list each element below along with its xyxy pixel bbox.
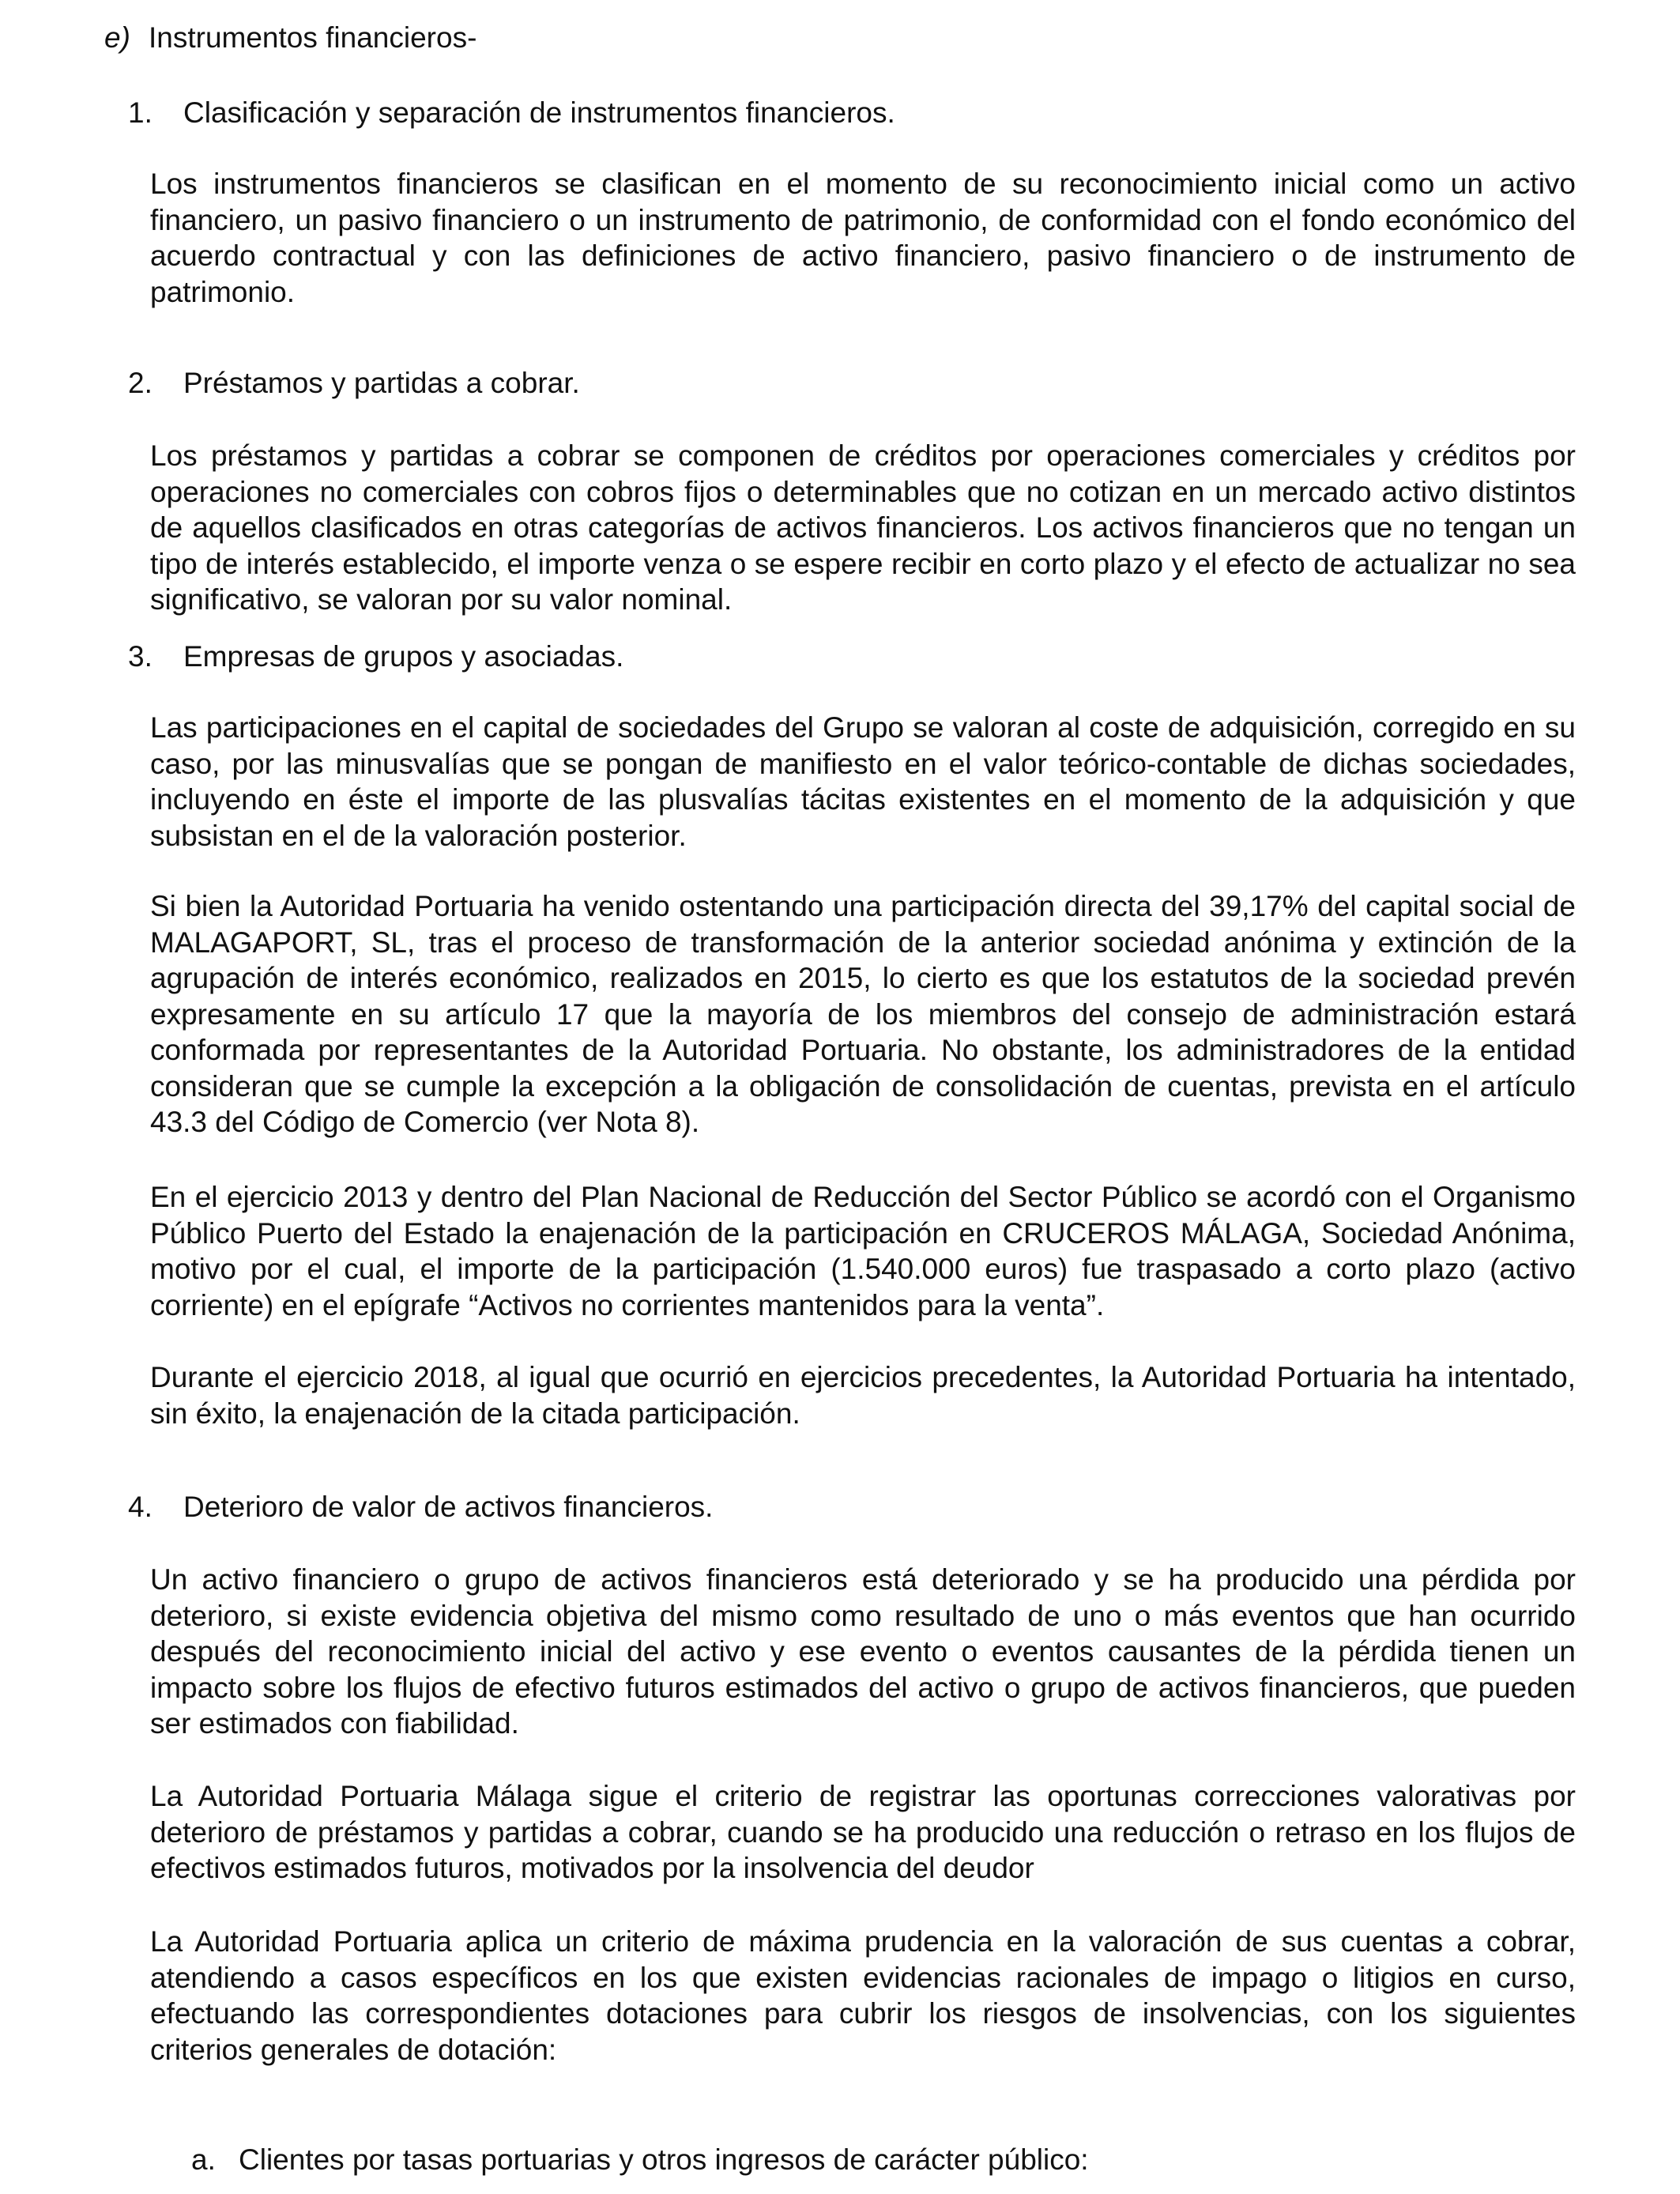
item-1-heading xyxy=(128,95,895,131)
item-3-paragraph-1: Las participaciones en el capital de sociedades del Grupo se valoran al coste de adquisición, corregido en su caso, por las minusvalías que se pongan de manifiesto en el valor teórico-contable de dichas sociedades, incluyendo en éste el importe de las plusvalías tácitas existentes en el momento de la adquisición y que subsistan en el de la valoración posterior. xyxy=(150,711,1576,852)
item-3-number: 3. xyxy=(128,640,153,673)
item-1-number: 1. xyxy=(128,96,153,129)
section-title-text: Instrumentos financieros- xyxy=(149,21,477,54)
item-4-heading xyxy=(128,1489,713,1525)
item-2-heading xyxy=(128,365,580,401)
item-4-subitem-a xyxy=(191,2142,1089,2178)
item-4-title: Deterioro de valor de activos financieros. xyxy=(183,1491,714,1523)
item-3-paragraph-2: Si bien la Autoridad Portuaria ha venido ostentando una participación directa del 39,17% del capital social de MALAGAPORT, SL, tras el proceso de transformación de la anterior sociedad anónima y extinción de la agrupación de interés económico, realizados en 2015, lo cierto es que los estatutos de la sociedad prevén expresamente en su artículo 17 que la mayoría de los miembros del consejo de administración estará conformada por representantes de la Autoridad Portuaria. No obstante, los administradores de la entidad consideran que se cumple la excepción a la obligación de consolidación de cuentas, prevista en el artículo 43.3 del Código de Comercio (ver Nota 8). xyxy=(150,890,1576,1138)
section-letter: e) xyxy=(104,21,130,54)
item-4-number: 4. xyxy=(128,1491,153,1523)
section-title xyxy=(104,21,477,55)
item-3-title: Empresas de grupos y asociadas. xyxy=(183,640,624,673)
item-1-title: Clasificación y separación de instrumentos financieros. xyxy=(183,96,895,129)
item-3-paragraph-4: Durante el ejercicio 2018, al igual que ocurrió en ejercicios precedentes, la Autoridad Portuaria ha intentado, sin éxito, la enajenación de la citada participación. xyxy=(150,1361,1576,1430)
item-2-number: 2. xyxy=(128,367,153,399)
item-2-paragraph-1: Los préstamos y partidas a cobrar se componen de créditos por operaciones comerciales y créditos por operaciones no comerciales con cobros fijos o determinables que no cotizan en un mercado activo distintos de aquellos clasificados en otras categorías de activos financieros. Los activos financieros que no tengan un tipo de interés establecido, el importe venza o se espere recibir en corto plazo y el efecto de actualizar no sea significativo, se valoran por su valor nominal. xyxy=(150,439,1576,616)
item-3-heading xyxy=(128,639,623,675)
subitem-a-letter: a. xyxy=(191,2143,216,2176)
item-4-paragraph-3: La Autoridad Portuaria aplica un criterio de máxima prudencia en la valoración de sus cuentas a cobrar, atendiendo a casos específicos en los que existen evidencias racionales de impago o litigios en curso, efectuando las correspondientes dotaciones para cubrir los riesgos de insolvencias, con los siguientes criterios generales de dotación: xyxy=(150,1925,1576,2066)
item-3-paragraph-3: En el ejercicio 2013 y dentro del Plan Nacional de Reducción del Sector Público se acordó con el Organismo Público Puerto del Estado la enajenación de la participación en CRUCEROS MÁLAGA, Sociedad Anónima, motivo por el cual, el importe de la participación (1.540.000 euros) fue traspasado a corto plazo (activo corriente) en el epígrafe “Activos no corrientes mantenidos para la venta”. xyxy=(150,1181,1576,1321)
subitem-a-text: Clientes por tasas portuarias y otros ingresos de carácter público: xyxy=(239,2143,1089,2176)
item-4-paragraph-2: La Autoridad Portuaria Málaga sigue el criterio de registrar las oportunas correcciones valorativas por deterioro de préstamos y partidas a cobrar, cuando se ha producido una reducción o retraso en los flujos de efectivos estimados futuros, motivados por la insolvencia del deudor xyxy=(150,1780,1576,1884)
item-2-title: Préstamos y partidas a cobrar. xyxy=(183,367,580,399)
item-4-paragraph-1: Un activo financiero o grupo de activos financieros está deteriorado y se ha producido una pérdida por deterioro, si existe evidencia objetiva del mismo como resultado de uno o más eventos que han ocurrido después del reconocimiento inicial del activo y ese evento o eventos causantes de la pérdida tienen un impacto sobre los flujos de efectivo futuros estimados del activo o grupo de activos financieros, que pueden ser estimados con fiabilidad. xyxy=(150,1563,1576,1740)
item-1-paragraph-1: Los instrumentos financieros se clasifican en el momento de su reconocimiento inicial como un activo financiero, un pasivo financiero o un instrumento de patrimonio, de conformidad con el fondo económico del acuerdo contractual y con las definiciones de activo financiero, pasivo financiero o de instrumento de patrimonio. xyxy=(150,168,1576,308)
